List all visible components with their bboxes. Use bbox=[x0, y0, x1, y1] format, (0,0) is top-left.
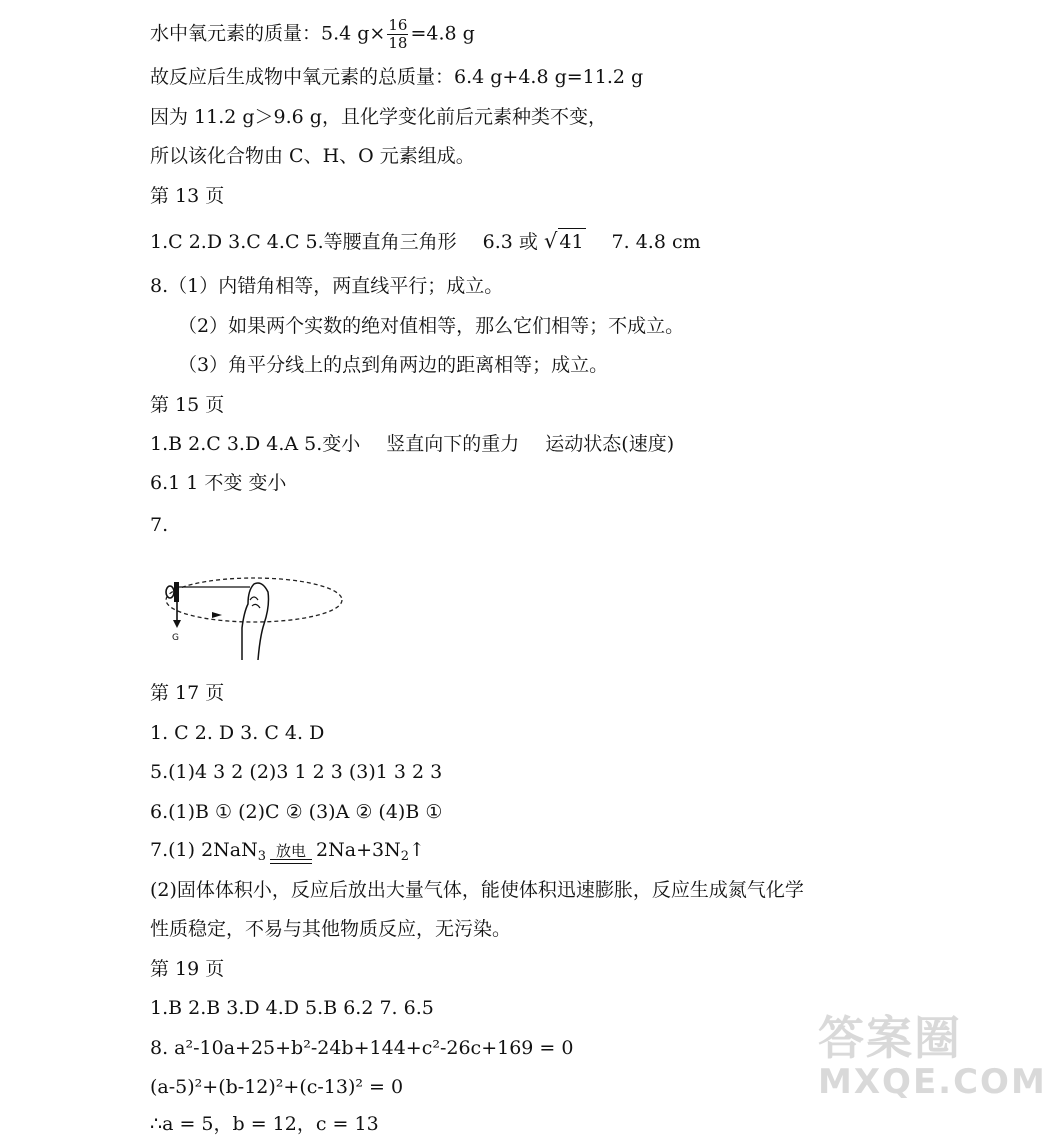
answer-7-2-line2: 性质稳定，不易与其他物质反应，无污染。 bbox=[150, 918, 512, 940]
equation-result: ∴a = 5，b = 12，c = 13 bbox=[150, 1113, 379, 1135]
equation-line1: 8. a²-10a+25+b²-24b+144+c²-26c+169 = 0 bbox=[150, 1037, 574, 1059]
gravity-arrow-head bbox=[173, 620, 181, 628]
answers-p19-line1: 1.B 2.B 3.D 4.D 5.B 6.2 7. 6.5 bbox=[150, 997, 434, 1019]
sqrt-symbol: √ bbox=[543, 229, 558, 253]
answers-p17-line1: 1. C 2. D 3. C 4. D bbox=[150, 722, 325, 744]
page-heading-19: 第 19 页 bbox=[150, 958, 225, 980]
text-line-oxygen-mass-water: 水中氧元素的质量：5.4 g× $\frac{16}{18}$ =4.8 g bbox=[150, 16, 475, 52]
answers-p15-line1: 1.B 2.C 3.D 4.A 5.变小 竖直向下的重力 运动状态(速度) bbox=[150, 433, 675, 455]
watermark-bottom: MXQE.COM bbox=[818, 1062, 1047, 1102]
answer-7-2-line1: (2)固体体积小，反应后放出大量气体，能使体积迅速膨胀，反应生成氮气化学 bbox=[150, 879, 804, 901]
hand-fingers bbox=[250, 597, 260, 608]
gravity-label: G bbox=[172, 633, 179, 643]
text-line-total-oxygen: 故反应后生成物中氧元素的总质量：6.4 g+4.8 g=11.2 g bbox=[150, 66, 644, 88]
object-body bbox=[174, 582, 179, 602]
page-heading-13: 第 13 页 bbox=[150, 185, 225, 207]
page-heading-17: 第 17 页 bbox=[150, 682, 225, 704]
text-line-conclusion: 所以该化合物由 C、H、O 元素组成。 bbox=[150, 145, 475, 167]
page-heading-15: 第 15 页 bbox=[150, 394, 225, 416]
answer-8-3: （3）角平分线上的点到角两边的距离相等；成立。 bbox=[178, 354, 609, 376]
answers-p15-line2: 6.1 1 不变 变小 bbox=[150, 472, 287, 494]
answer-7-label: 7. bbox=[150, 514, 169, 536]
chemical-equation: 7.(1) 2NaN$_3$ 放电 $2Na+3N_2↑$ bbox=[150, 837, 425, 870]
motion-direction-arrow bbox=[212, 612, 222, 618]
fraction: $\frac{16}{18}$ bbox=[388, 16, 408, 52]
watermark-top: 答案圈 bbox=[818, 1011, 962, 1065]
answers-p17-line3: 6.(1)B ① (2)C ② (3)A ② (4)B ① bbox=[150, 801, 443, 823]
watermark bbox=[818, 1012, 1047, 1100]
answers-p17-line2: 5.(1)4 3 2 (2)3 1 2 3 (3)1 3 2 3 bbox=[150, 761, 443, 783]
circular-motion-diagram bbox=[158, 570, 348, 662]
equation-line2: (a-5)²+(b-12)²+(c-13)² = 0 bbox=[150, 1076, 404, 1098]
answer-8-2: （2）如果两个实数的绝对值相等，那么它们相等；不成立。 bbox=[178, 315, 685, 337]
answer-8-1: 8.（1）内错角相等，两直线平行；成立。 bbox=[150, 275, 504, 297]
reaction-condition: 放电 bbox=[270, 843, 312, 870]
text-line-comparison: 因为 11.2 g＞9.6 g，且化学变化前后元素种类不变， bbox=[150, 106, 607, 128]
answers-p13-line1: 1.C 2.D 3.C 4.C 5.等腰直角三角形 6.3 或 √ 41 7. 4.8 cm bbox=[150, 229, 701, 253]
